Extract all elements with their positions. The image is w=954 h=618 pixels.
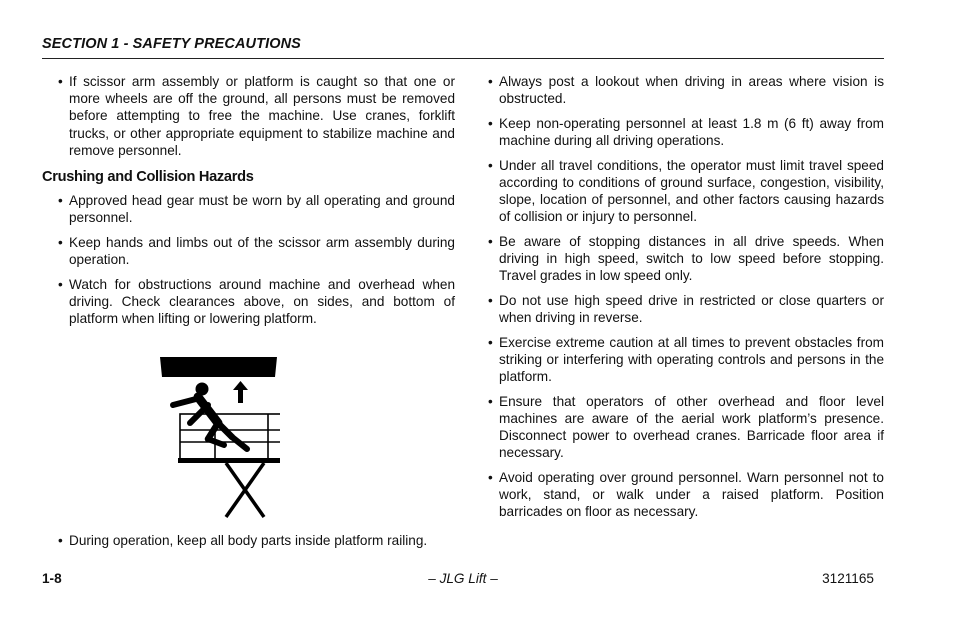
bullet-item: • Keep hands and limbs out of the scissor arm assembly during operation.: [42, 234, 455, 268]
page-footer: [42, 571, 884, 589]
railing-bullet-list: [42, 532, 455, 549]
section-header: [42, 35, 884, 59]
scissor-arms: [226, 463, 264, 517]
bullet-item: • If scissor arm assembly or platform is caught so that one or more wheels are off the ground, all persons must be removed before attempting to free the machine. Use cranes, forklift trucks, or other appropriate equipment to stabilize machine and remove personnel.: [42, 73, 455, 159]
crushed-person-figure: [173, 382, 247, 449]
crushing-collision-heading: Crushing and Collision Hazards: [42, 169, 254, 186]
bullet-item: • Exercise extreme caution at all times to prevent obstacles from striking or interfering with operating controls and persons in the platform.: [472, 334, 884, 386]
overhead-beam: [160, 357, 277, 377]
section-title: SECTION 1 - SAFETY PRECAUTIONS: [42, 36, 301, 52]
bullet-item: • Always post a lookout when driving in areas where vision is obstructed.: [472, 73, 884, 107]
crushing-hazard-illustration: [160, 357, 280, 519]
intro-bullet-list: [42, 73, 455, 159]
bullet-item: • Watch for obstructions around machine and overhead when driving. Check clearances above, on sides, and bottom of platform when lifting or lowering platform.: [42, 276, 455, 328]
crushing-bullet-list: [42, 192, 455, 327]
document-number: 3121165: [822, 571, 874, 586]
bullet-item: • Approved head gear must be worn by all operating and ground personnel.: [42, 192, 455, 226]
bullet-item: • Do not use high speed drive in restricted or close quarters or when driving in reverse.: [472, 292, 884, 326]
left-column: [42, 73, 455, 556]
bullet-item: • Be aware of stopping distances in all drive speeds. When driving in high speed, switch to low speed before stopping. Travel grades in low speed only.: [472, 233, 884, 285]
footer-publisher: – JLG Lift –: [428, 571, 498, 586]
page-number: 1-8: [42, 571, 62, 586]
bullet-item: • Avoid operating over ground personnel. Warn personnel not to work, stand, or walk under a raised platform. Position barricades on floor as necessary.: [472, 469, 884, 521]
up-arrow-icon: [233, 381, 248, 403]
bullet-item: • Under all travel conditions, the operator must limit travel speed according to conditions of ground surface, congestion, visibility, slope, location of personnel, and other factors causing hazards of collision or injury to personnel.: [472, 157, 884, 226]
right-column: [472, 73, 884, 528]
driving-bullet-list: [472, 73, 884, 520]
platform-deck: [178, 458, 280, 463]
bullet-item: • During operation, keep all body parts inside platform railing.: [42, 532, 455, 549]
bullet-item: • Keep non-operating personnel at least 1.8 m (6 ft) away from machine during all driving operations.: [472, 115, 884, 149]
bullet-item: • Ensure that operators of other overhead and floor level machines are aware of the aerial work platform’s presence. Disconnect power to overhead cranes. Barricade floor area if necessary.: [472, 393, 884, 462]
